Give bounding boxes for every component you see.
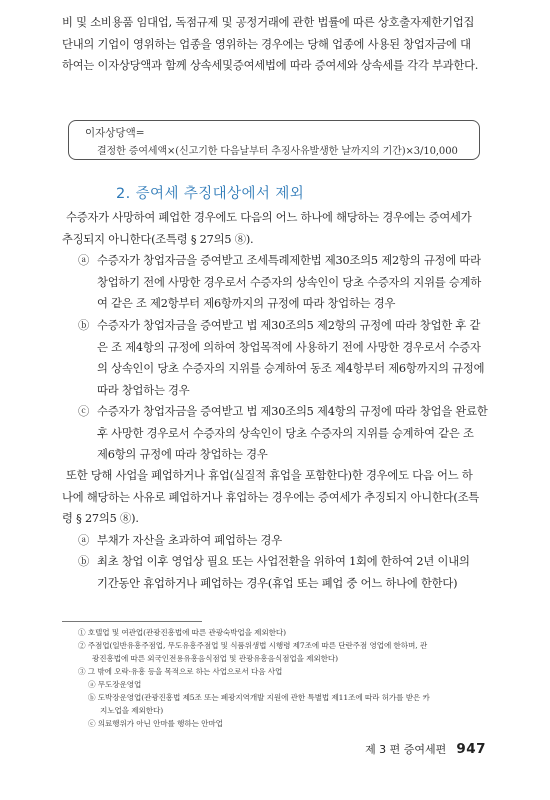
formula-body: 결정한 증여세액×(신고기한 다음날부터 추징사유발생한 날까지의 기간)×3/10,000 [97, 146, 458, 157]
page-footer [365, 741, 486, 757]
text-line: 수증자가 사망하여 폐업한 경우에도 다음의 어느 하나에 해당하는 경우에는 증여세가 [66, 211, 472, 224]
footnote: ① 호텔업 및 여관업(관광진흥법에 따른 관광숙박업을 제외한다) [78, 628, 286, 637]
intro-paragraph [62, 12, 494, 77]
footnote: ② 주점업(일반유흥주점업, 무도유흥주점업 및 식품위생법 시행령 제7조에 따른 단란주점 영업에 한하며, 관 [78, 641, 428, 650]
text-line: 수증자가 창업자금을 증여받고 법 제30조의5 제4항의 규정에 따라 창업을 완료한 [97, 405, 488, 418]
text-line: 은 조 제4항의 규정에 의하여 창업목적에 사용하기 전에 사망한 경우로서 수증자 [97, 340, 481, 354]
footnote: ⓒ 의료행위가 아닌 안마를 행하는 안마업 [88, 719, 223, 728]
section-title: 2. 증여세 추징대상에서 제외 [116, 186, 305, 202]
item-marker: ⓐ [78, 534, 90, 547]
text-line: 나에 해당하는 사유로 폐업하거나 휴업하는 경우에는 증여세가 추징되지 아니한다(조특 [62, 490, 479, 504]
text-line: 부채가 자산을 초과하여 폐업하는 경우 [97, 534, 282, 547]
paragraph-exclusion-death [62, 207, 494, 250]
item-marker: ⓒ [78, 405, 90, 418]
footnote: 광진흥법에 따른 외국인전용유흥음식점업 및 관광유흥음식점업을 제외한다) [92, 654, 338, 663]
text-line: 단내의 기업이 영위하는 업종을 영위하는 경우에는 당해 업종에 사용된 창업자금에 대 [62, 37, 471, 51]
footnote: ⓑ 도박장운영업(관광진흥법 제5조 또는 폐광지역개발 지원에 관한 특별법 제11조에 따라 허가를 받은 카 [88, 693, 430, 702]
text-line: 창업하기 전에 사망한 경우로서 수증자의 상속인이 당초 수증자의 지위를 승계하 [97, 275, 482, 289]
text-line: 또한 당해 사업을 폐업하거나 휴업(실질적 휴업을 포함한다)한 경우에도 다음 어느 하 [66, 469, 473, 482]
text-line: 후 사망한 경우로서 수증자의 상속인이 당초 수증자의 지위를 승계하여 같은 조 [97, 426, 474, 440]
text-line: 최초 창업 이후 영업상 필요 또는 사업전환을 위하여 1회에 한하여 2년 이내의 [97, 555, 470, 568]
footer-part-label: 제 3 편 증여세편 [365, 743, 447, 756]
text-line: 령 § 27의5 ⑧). [62, 512, 139, 525]
item-marker: ⓐ [78, 254, 90, 267]
formula-label: 이자상당액= [85, 127, 145, 139]
text-line: 비 및 소비용품 임대업, 독점규제 및 공정거래에 관한 법률에 따른 상호출자제한기업집 [62, 16, 475, 29]
footnote: 지노업을 제외한다) [100, 706, 164, 715]
text-line: 제6항의 규정에 따라 창업하는 경우 [97, 448, 268, 461]
item-marker: ⓑ [78, 319, 90, 332]
footnote: ⓐ 무도장운영업 [88, 680, 142, 689]
text-line: 따라 창업하는 경우 [97, 383, 190, 397]
footnote-divider [62, 621, 202, 622]
formula-box [68, 120, 480, 160]
page-number: 947 [456, 741, 486, 757]
item-marker: ⓑ [78, 555, 90, 568]
text-line: 기간동안 휴업하거나 폐업하는 경우(휴업 또는 폐업 중 어느 하나에 한한다) [97, 576, 458, 590]
text-line: 하여는 이자상당액과 함께 상속세및증여세법에 따라 증여세와 상속세를 각각 부과한다. [62, 59, 479, 72]
text-line: 수증자가 창업자금을 증여받고 조세특례제한법 제30조의5 제2항의 규정에 따라 [97, 254, 481, 267]
text-line: 여 같은 조 제2항부터 제6항까지의 규정에 따라 창업하는 경우 [97, 297, 396, 310]
text-line: 수증자가 창업자금을 증여받고 법 제30조의5 제2항의 규정에 따라 창업한 후 같 [97, 319, 481, 332]
text-line: 의 상속인이 당초 수증자의 지위를 승계하여 동조 제4항부터 제6항까지의 규정에 [97, 362, 485, 375]
paragraph-exclusion-closure [62, 465, 494, 530]
footnote: ③ 그 밖에 오락·유흥 등을 목적으로 하는 사업으로서 다음 사업 [78, 667, 283, 676]
text-line: 추징되지 아니한다(조특령 § 27의5 ⑧). [62, 232, 254, 246]
